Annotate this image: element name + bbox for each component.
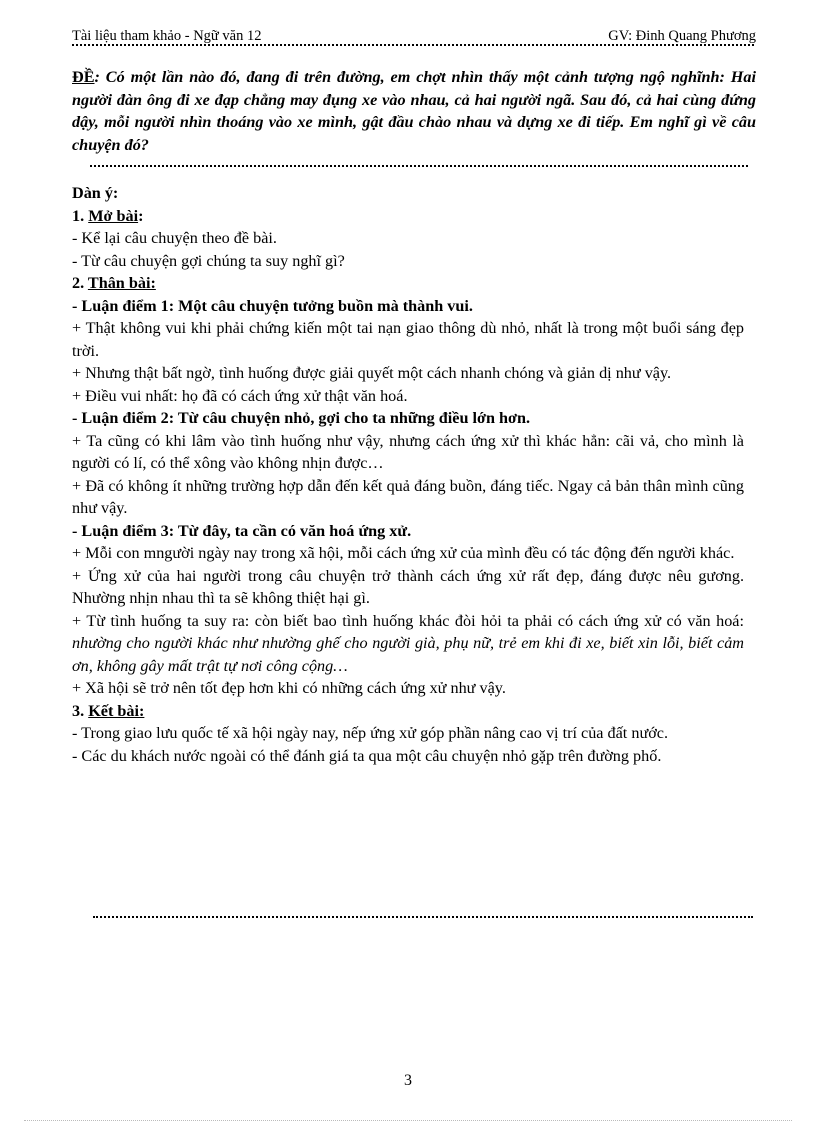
point-2-heading: - Luận điểm 2: Từ câu chuyện nhỏ, gợi cho ta những điều lớn hơn. bbox=[72, 409, 531, 427]
point-2-item: + Đã có không ít những trường hợp dẫn đến kết quả đáng buồn, đáng tiếc. Ngay cả bản thân mình cũng như vậy. bbox=[72, 476, 744, 517]
header-document-title: Tài liệu tham khảo - Ngữ văn 12 bbox=[72, 28, 262, 44]
section-1-heading: 1. Mở bài: bbox=[72, 206, 144, 225]
point-1-item: + Điều vui nhất: họ đã có cách ứng xử thật văn hoá. bbox=[72, 386, 408, 405]
point-1-heading: - Luận điểm 1: Một câu chuyện tưởng buồn mà thành vui. bbox=[72, 296, 473, 315]
section-2-heading: 2. Thân bài: bbox=[72, 274, 156, 292]
prompt-label: ĐỀ bbox=[72, 68, 95, 86]
page-bottom-edge bbox=[24, 1120, 792, 1121]
point-2-item: + Ta cũng có khi lâm vào tình huống như vậy, nhưng cách ứng xử thì khác hẳn: cãi vả, cho mình là người có lí, có thể xông vào không nhịn được… bbox=[72, 431, 744, 472]
header-teacher-name: GV: Đinh Quang Phương bbox=[608, 28, 756, 44]
point-3-item: + Mỗi con mngười ngày nay trong xã hội, mỗi cách ứng xử của mình đều có tác động đến người khác. bbox=[72, 544, 735, 562]
outline-title: Dàn ý: bbox=[72, 184, 119, 202]
section-3-item: - Trong giao lưu quốc tế xã hội ngày nay, nếp ứng xử góp phần nâng cao vị trí của đất nước. bbox=[72, 724, 669, 742]
essay-prompt bbox=[72, 66, 756, 156]
prompt-dotted-divider bbox=[90, 165, 748, 167]
section-1-item: - Kể lại câu chuyện theo đề bài. bbox=[72, 229, 277, 247]
section-3-item: - Các du khách nước ngoài có thể đánh giá ta qua một câu chuyện nhỏ gặp trên đường phố. bbox=[72, 746, 662, 765]
prompt-text: : Có một lần nào đó, đang đi trên đường, em chợt nhìn thấy một cảnh tượng ngộ nghĩnh: Hai người đàn ông đi xe đạp chẳng may đụng xe vào nhau, cả hai người ngã. Sau đó, cả hai cùng đứng dậy, mỗi người nhìn thoáng vào xe mình, gật đầu chào nhau và dựng xe đi tiếp. Em nghĩ gì về câu chuyện đó? bbox=[72, 68, 756, 154]
section-3-heading: 3. Kết bài: bbox=[72, 701, 145, 720]
point-3-item: + Từ tình huống ta suy ra: còn biết bao tình huống khác đòi hỏi ta phải có cách ứng xử có văn hoá: nhường cho người khác như nhường ghế cho người già, phụ nữ, trẻ em khi đi xe, biết xin lỗi, biết cảm ơn, không gây mất trật tự nơi công cộng… bbox=[72, 611, 744, 675]
point-1-item: + Nhưng thật bất ngờ, tình huống được giải quyết một cách nhanh chóng và giản dị như vậy. bbox=[72, 364, 672, 382]
header-dotted-divider bbox=[72, 44, 754, 46]
section-1-item: - Từ câu chuyện gợi chúng ta suy nghĩ gì? bbox=[72, 251, 345, 270]
point-3-heading: - Luận điểm 3: Từ đây, ta cần có văn hoá ứng xử. bbox=[72, 521, 412, 540]
point-3-item: + Ứng xử của hai người trong câu chuyện trở thành cách ứng xử rất đẹp, đáng được nêu gương. Nhường nhịn nhau thì ta sẽ không thiệt hại gì. bbox=[72, 566, 744, 607]
outline-body bbox=[72, 182, 744, 767]
footer-dotted-divider bbox=[93, 916, 753, 918]
point-3-item: + Xã hội sẽ trở nên tốt đẹp hơn khi có những cách ứng xử như vậy. bbox=[72, 679, 506, 697]
page-number: 3 bbox=[404, 1072, 412, 1089]
point-1-item: + Thật không vui khi phải chứng kiến một tai nạn giao thông dù nhỏ, nhất là trong một buổi sáng đẹp trời. bbox=[72, 319, 744, 360]
